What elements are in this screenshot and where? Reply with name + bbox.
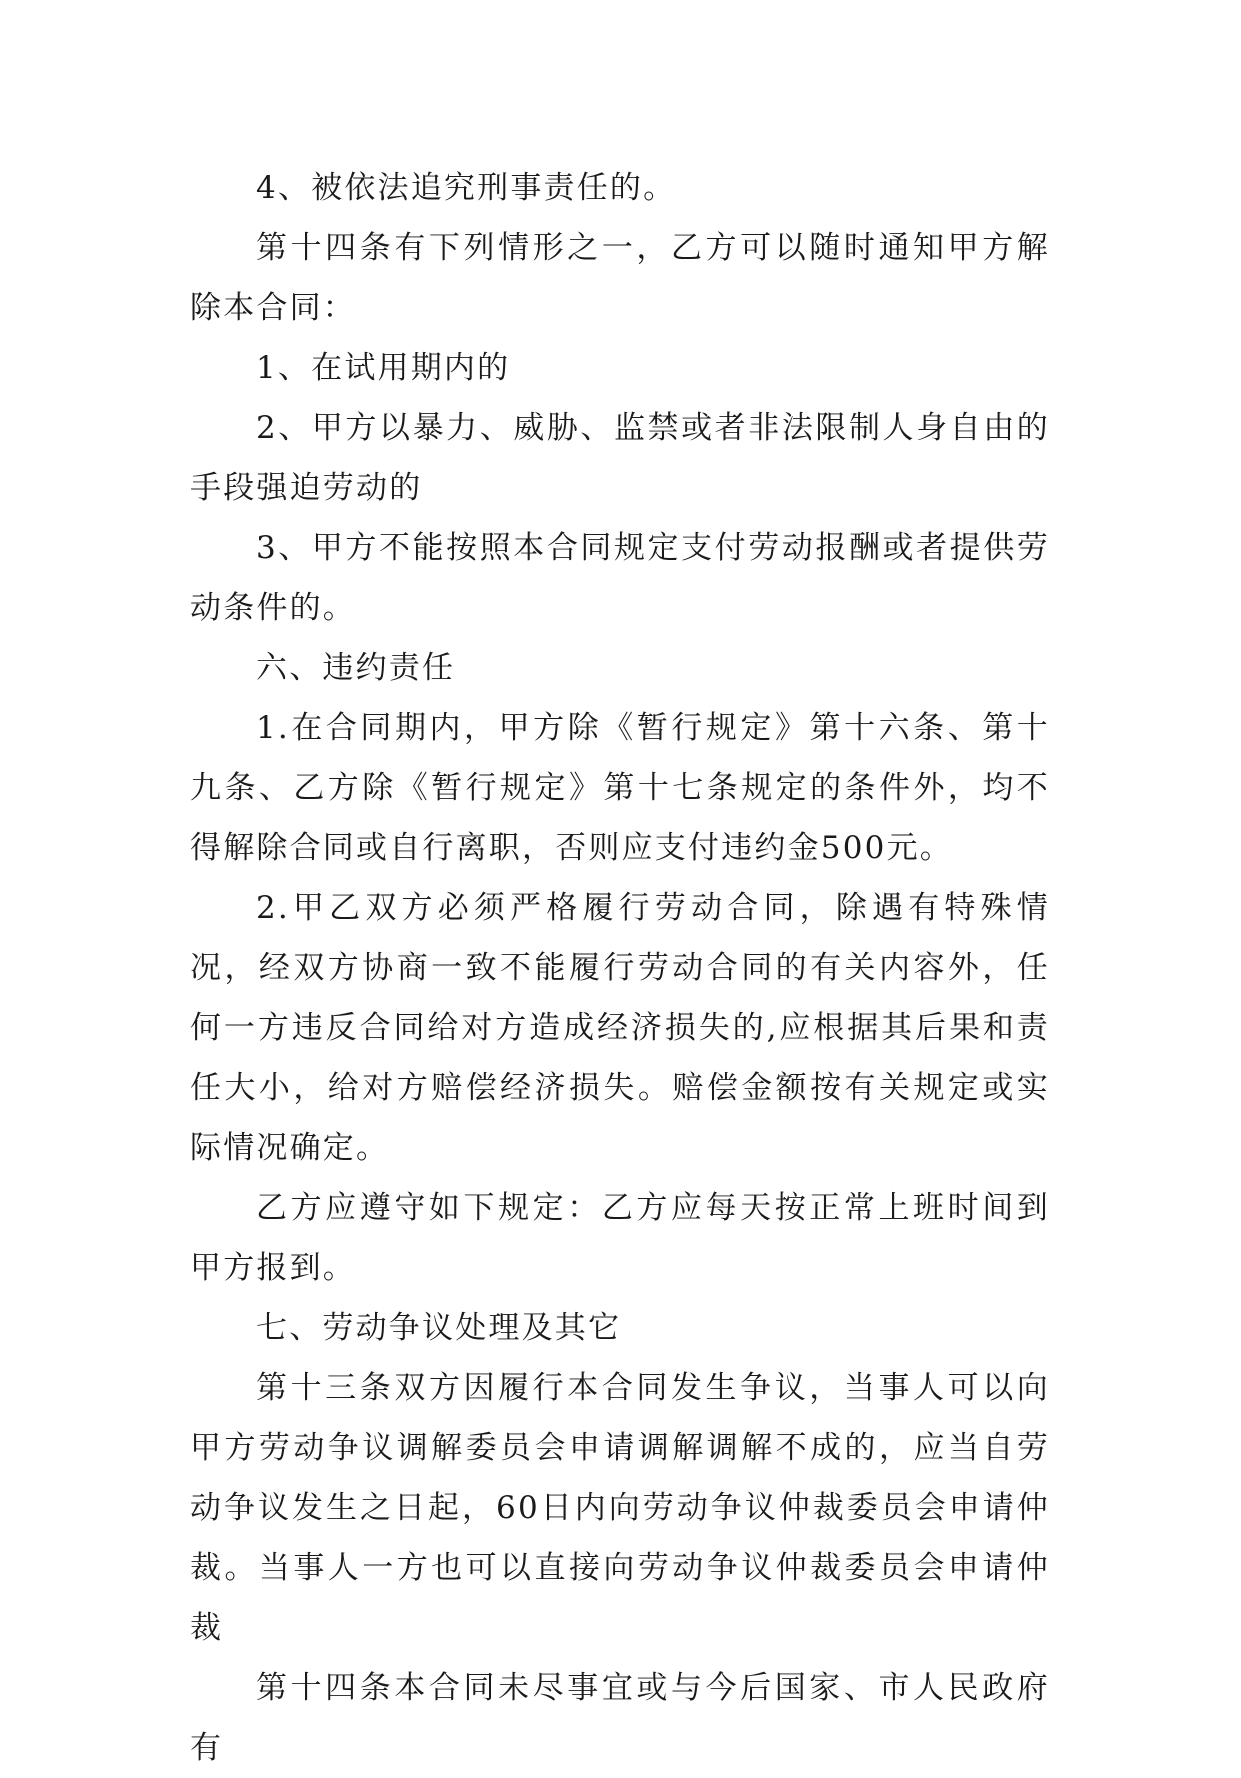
- paragraph-forced-labor: 2、甲方以暴力、威胁、监禁或者非法限制人身自由的手段强迫劳动的: [190, 410, 1050, 506]
- paragraph-article-13-dispute: 第十三条双方因履行本合同发生争议，当事人可以向甲方劳动争议调解委员会申请调解调解不成的，应当自劳动争议发生之日起，60日内向劳动争议仲裁委员会申请仲裁。当事人一方也可以直接向劳动争议仲裁委员会申请仲裁: [190, 1370, 1050, 1646]
- document-body: [190, 158, 1050, 1778]
- paragraph-attendance-rule: 乙方应遵守如下规定：乙方应每天按正常上班时间到甲方报到。: [190, 1190, 1050, 1286]
- section-heading-breach-liability: 六、违约责任: [256, 650, 456, 686]
- paragraph-compensation: 2.甲乙双方必须严格履行劳动合同，除遇有特殊情况，经双方协商一致不能履行劳动合同的有关内容外，任何一方违反合同给对方造成经济损失的,应根据其后果和责任大小，给对方赔偿经济损失。赔偿金额按有关规定或实际情况确定。: [190, 890, 1050, 1166]
- paragraph-article-14-employee-termination: 第十四条有下列情形之一，乙方可以随时通知甲方解除本合同：: [190, 230, 1050, 326]
- section-heading-dispute-resolution: 七、劳动争议处理及其它: [256, 1310, 622, 1346]
- paragraph-unpaid-remuneration: 3、甲方不能按照本合同规定支付劳动报酬或者提供劳动条件的。: [190, 530, 1050, 626]
- paragraph-probation-period: 1、在试用期内的: [256, 350, 511, 386]
- paragraph-breach-penalty: 1.在合同期内，甲方除《暂行规定》第十六条、第十九条、乙方除《暂行规定》第十七条规定的条件外，均不得解除合同或自行离职，否则应支付违约金500元。: [190, 710, 1050, 866]
- paragraph-article-14-remaining-matters: 第十四条本合同未尽事宜或与今后国家、市人民政府有: [190, 1670, 1050, 1766]
- paragraph-criminal-liability: 4、被依法追究刑事责任的。: [256, 170, 677, 206]
